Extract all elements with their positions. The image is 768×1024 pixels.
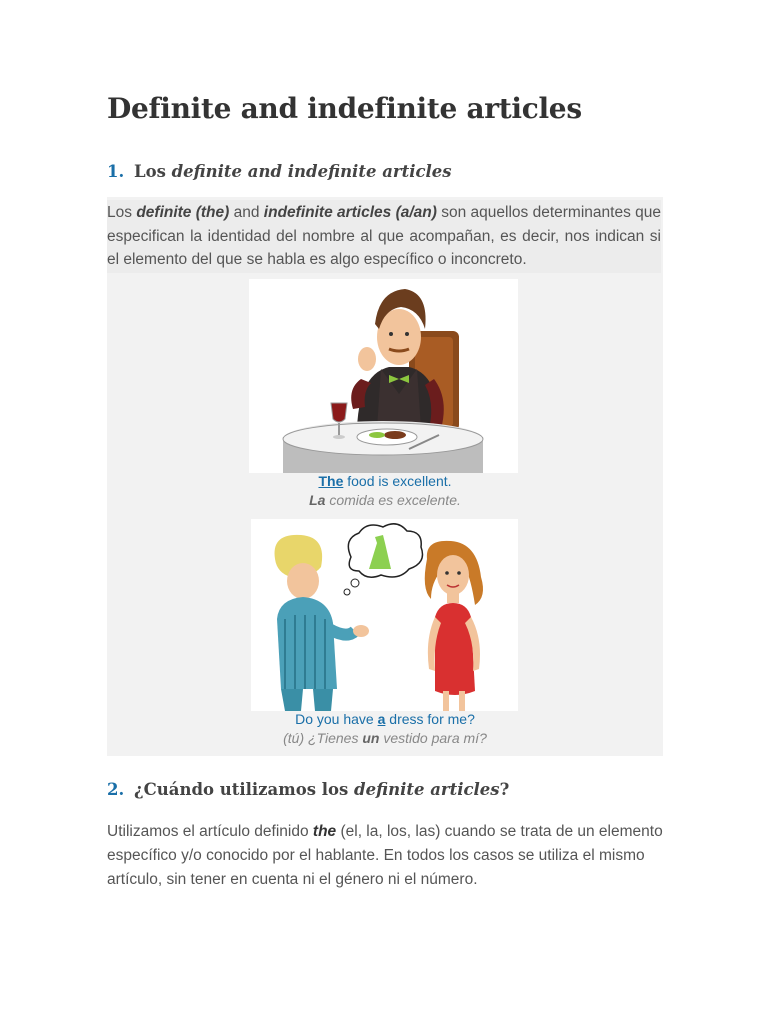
intro-paragraph [107, 200, 661, 273]
highlighted-article: The [318, 473, 344, 489]
highlighted-article-es: un [362, 730, 380, 746]
example-caption-2 [107, 710, 663, 748]
section-heading-text: Los [133, 162, 166, 181]
body-text: Utilizamos el artículo definido [107, 823, 313, 840]
page-title: Definite and indefinite articles [107, 92, 582, 125]
section-heading-text: ? [499, 780, 510, 799]
intro-bold-definite: definite (the) [136, 204, 230, 221]
example-spanish-text: comida es excelente. [325, 492, 461, 508]
example-spanish [107, 729, 663, 748]
section-heading-1 [107, 162, 452, 181]
example-spanish-text: (tú) ¿Tienes [283, 730, 363, 746]
body-text: (el, la, los, las) cuando se trata de un elemento específico y/o conocido por el hablante. En todos los casos se utiliza el mismo artículo, sin tener en cuenta ni el género ni el número. [107, 823, 663, 888]
example-english-text: food is excellent. [343, 473, 452, 489]
section-heading-2 [107, 780, 509, 799]
highlighted-article-es: La [309, 492, 326, 508]
section-heading-text: ¿Cuándo utilizamos los [133, 780, 355, 799]
example-caption-1 [107, 472, 663, 510]
example-spanish [107, 491, 663, 510]
intro-bold-indefinite: indefinite articles (a/an) [263, 204, 437, 221]
example-english-text: dress for me? [385, 711, 475, 727]
dress-conversation-illustration [251, 519, 518, 711]
highlighted-article: a [377, 711, 386, 727]
section-number: 2. [107, 780, 125, 799]
example-english [107, 472, 663, 491]
intro-text: Los [107, 204, 137, 221]
intro-text: son aquellos determinantes que especifican la identidad del nombre al que acompañan, es decir, nos indican si el elemento del que se habla es algo específico o inconcreto. [107, 204, 661, 268]
restaurant-illustration [249, 279, 518, 473]
example-spanish-text: vestido para mí? [379, 730, 487, 746]
section-heading-italic: definite articles [354, 780, 500, 799]
section-number: 1. [107, 162, 125, 181]
example-english [107, 710, 663, 729]
body-bold-the: the [312, 823, 337, 840]
intro-text: and [229, 204, 264, 221]
section-heading-italic: definite and indefinite articles [171, 162, 452, 181]
body-paragraph [107, 820, 663, 892]
example-english-text: Do you have [295, 711, 378, 727]
